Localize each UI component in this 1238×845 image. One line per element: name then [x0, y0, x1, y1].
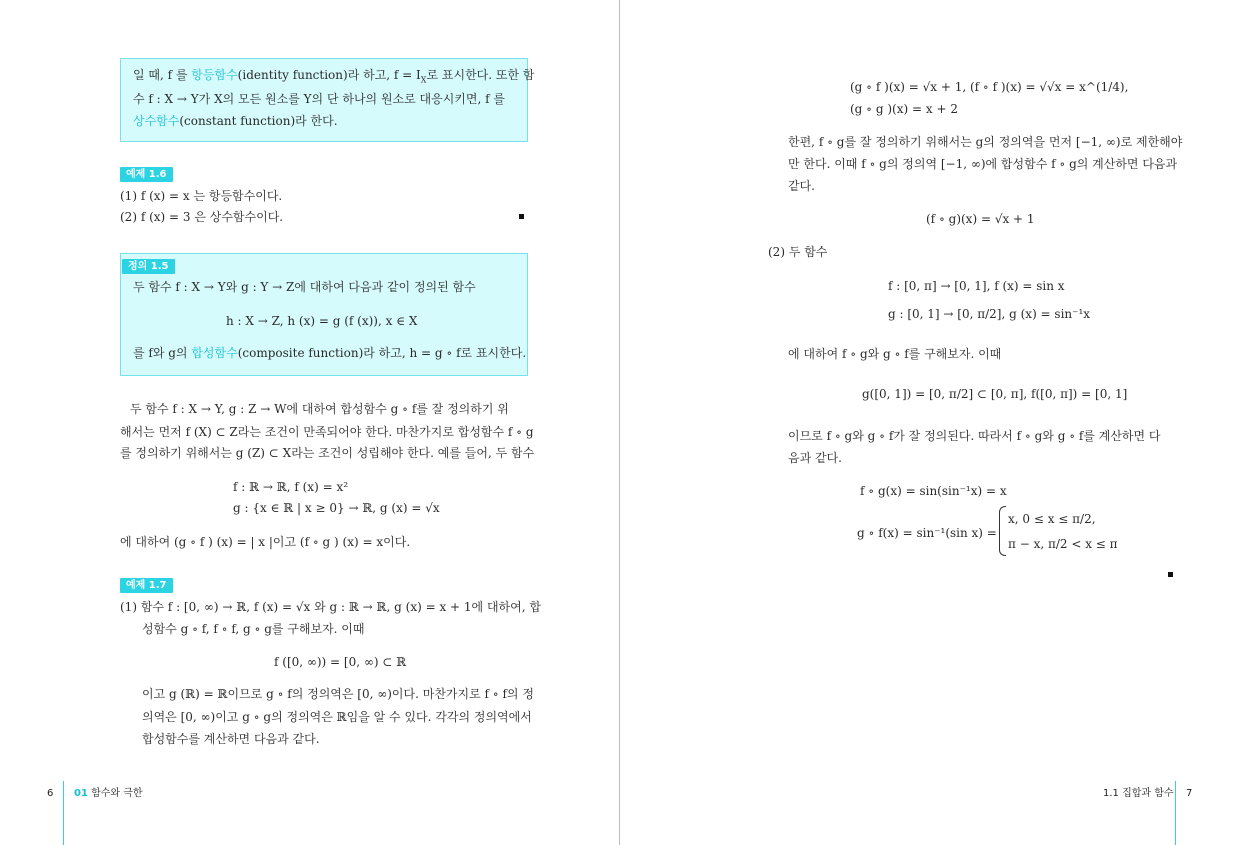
para3-line-1: 이므로 f ∘ g와 g ∘ f가 잘 정의된다. 따라서 f ∘ g와 g ∘ f를 계산하면 다: [788, 429, 1161, 443]
definition-1-5-line-1: 두 함수 f : X → Y와 g : Y → Z에 대하여 다음과 같이 정의된 함수: [133, 280, 476, 294]
case-2: π − x, π/2 < x ≤ π: [1008, 537, 1118, 551]
definition-1-5-tag: 정의 1.5: [122, 259, 175, 274]
equation-f-definition: f : [0, π] → [0, 1], f (x) = sin x: [888, 279, 1065, 293]
def-cont-line-2: 수 f : X → Y가 X의 모든 원소를 Y의 단 하나의 원소로 대응시키면, f 를: [133, 92, 505, 106]
example-1-7-line-4: 의역은 [0, ∞)이고 g ∘ g의 정의역은 ℝ임을 알 수 있다. 각각의 정의역에서: [142, 710, 532, 724]
example-1-7-formula: f ([0, ∞)) = [0, ∞) ⊂ ℝ: [274, 655, 407, 669]
page-number-left: 6: [47, 788, 54, 799]
example-1-7-line-1: (1) 함수 f : [0, ∞) → ℝ, f (x) = √x 와 g : ℝ → ℝ, g (x) = x + 1에 대하여, 합: [120, 600, 541, 614]
keyword-identity-function: 항등함수: [191, 68, 238, 82]
example-1-7-line-5: 합성함수를 계산하면 다음과 같다.: [142, 732, 320, 746]
body-after-equations: 에 대하여 (g ∘ f ) (x) = | x |이고 (f ∘ g ) (x) = x이다.: [120, 535, 411, 549]
section-label: 1.1 집합과 함수: [1103, 788, 1174, 799]
right-page: [620, 0, 1238, 845]
example-1-6-item-1: (1) f (x) = x 는 항등함수이다.: [120, 189, 283, 203]
footer-rule-right: [1175, 781, 1176, 845]
end-of-example-marker: [1168, 572, 1173, 577]
example-1-7-line-3: 이고 g (ℝ) = ℝ이므로 g ∘ f의 정의역은 [0, ∞)이다. 마찬가지로 f ∘ f의 정: [142, 687, 534, 701]
para2: 에 대하여 f ∘ g와 g ∘ f를 구해보자. 이때: [788, 347, 1002, 361]
equation-g-definition: g : [0, 1] → [0, π/2], g (x) = sin⁻¹x: [888, 307, 1091, 321]
body-equation-1: f : ℝ → ℝ, f (x) = x²: [233, 480, 349, 494]
case-1: x, 0 ≤ x ≤ π/2,: [1008, 512, 1096, 526]
example-1-7-tag: 예제 1.7: [120, 578, 173, 593]
body-equation-2: g : {x ∈ ℝ | x ≥ 0} → ℝ, g (x) = √x: [233, 501, 440, 515]
example-1-6-item-2: (2) f (x) = 3 은 상수함수이다.: [120, 210, 284, 224]
body-line-2: 해서는 먼저 f (X) ⊂ Z라는 조건이 만족되어야 한다. 마찬가지로 합성함수 f ∘ g: [120, 425, 534, 439]
equation-top-2: (g ∘ g )(x) = x + 2: [850, 102, 958, 116]
keyword-composite-function: 합성함수: [191, 346, 238, 360]
footer-rule-left: [63, 781, 64, 845]
equation-ranges: g([0, 1]) = [0, π/2] ⊂ [0, π], f([0, π]) = [0, 1]: [862, 387, 1128, 401]
para1-line-3: 같다.: [788, 179, 815, 193]
para3-line-2: 음과 같다.: [788, 451, 842, 465]
cases-brace: [999, 506, 1006, 556]
def-cont-line-1: 일 때, f 를 항등함수(identity function)라 하고, $f = I_X$로 표시한다. 또한 함: [133, 68, 535, 85]
equation-g-circ-f: g ∘ f(x) = sin⁻¹(sin x) =: [857, 526, 997, 540]
item-2-label: (2) 두 함수: [768, 245, 828, 259]
definition-1-5-formula: h : X → Z, h (x) = g (f (x)), x ∈ X: [226, 314, 418, 328]
def-cont-line-3: 상수함수(constant function)라 한다.: [133, 114, 338, 128]
page-number-right: 7: [1186, 788, 1193, 799]
definition-1-5-line-3: 를 f와 g의 합성함수(composite function)라 하고, h = g ∘ f로 표시한다.: [133, 346, 527, 360]
equation-f-of-g: (f ∘ g)(x) = √x + 1: [926, 212, 1035, 226]
para1-line-2: 만 한다. 이때 f ∘ g의 정의역 [−1, ∞)에 합성함수 f ∘ g의 계산하면 다음과: [788, 157, 1178, 171]
chapter-label: 01 함수와 극한: [74, 788, 143, 799]
body-line-3: 를 정의하기 위해서는 g (Z) ⊂ X라는 조건이 성립해야 한다. 예를 들어, 두 함수: [120, 446, 535, 460]
example-1-7-line-2: 성함수 g ∘ f, f ∘ f, g ∘ g를 구해보자. 이때: [142, 622, 365, 636]
equation-f-circ-g: f ∘ g(x) = sin(sin⁻¹x) = x: [860, 484, 1007, 498]
para1-line-1: 한편, f ∘ g를 잘 정의하기 위해서는 g의 정의역을 먼저 [−1, ∞)로 제한해야: [788, 135, 1183, 149]
example-1-6-tag: 예제 1.6: [120, 167, 173, 182]
body-line-1: 두 함수 f : X → Y, g : Z → W에 대하여 합성함수 g ∘ f를 잘 정의하기 위: [130, 402, 509, 416]
keyword-constant-function: 상수함수: [133, 114, 180, 128]
equation-top-1: (g ∘ f )(x) = √x + 1, (f ∘ f )(x) = √√x = x^(1/4),: [850, 80, 1129, 94]
end-of-example-marker: [519, 214, 524, 219]
